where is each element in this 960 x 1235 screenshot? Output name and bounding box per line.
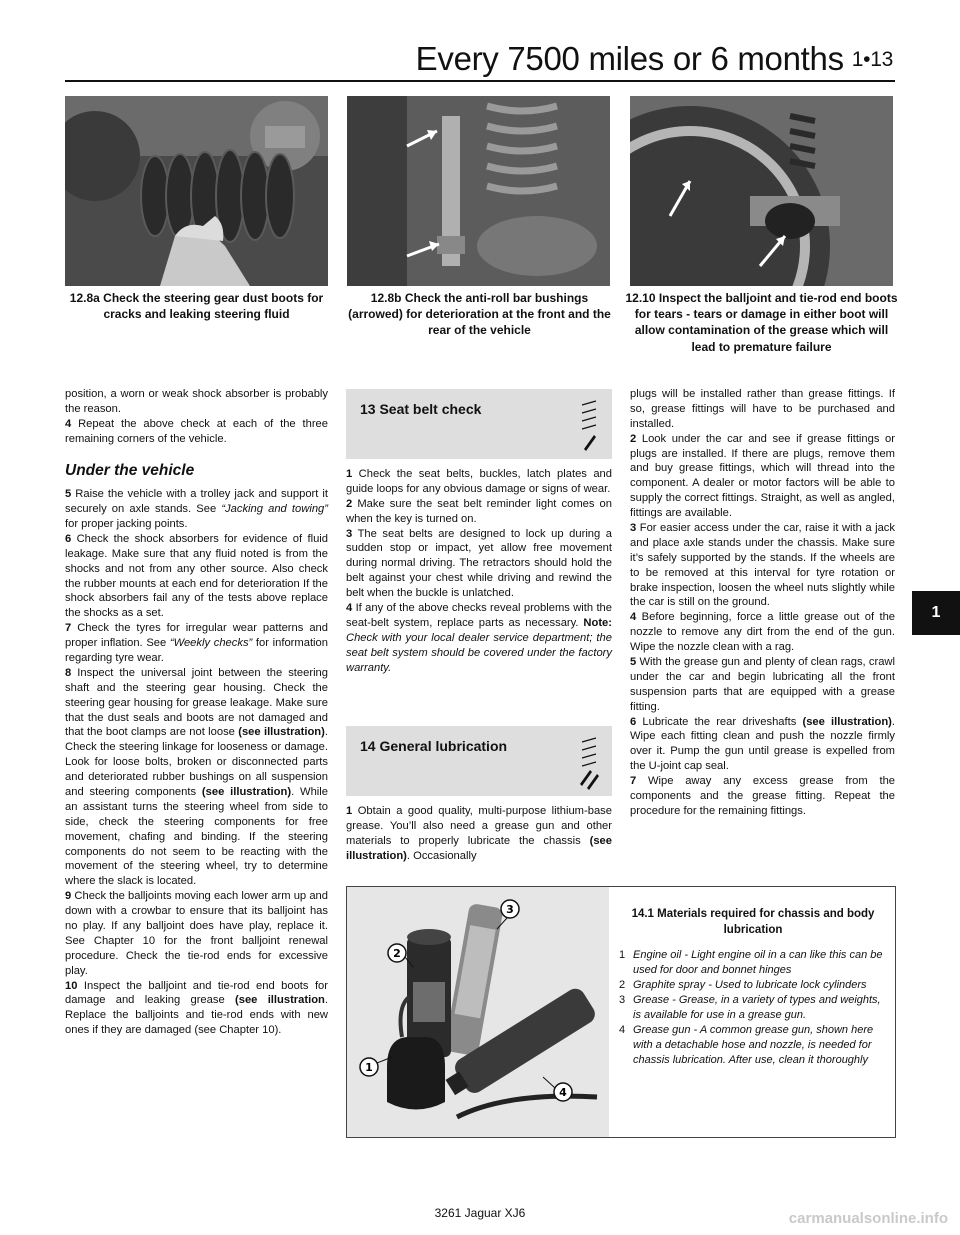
- chapter-tab: 1: [912, 591, 960, 635]
- watermark: carmanualsonline.info: [788, 1210, 948, 1227]
- section-14-body: [346, 804, 612, 864]
- difficulty-spanner-icon: [578, 734, 600, 790]
- column-3: [630, 387, 895, 819]
- page-header: [393, 40, 893, 78]
- photo-steering-gear-boot: [65, 96, 328, 286]
- figure-caption-12-8a: 12.8a Check the steering gear dust boots for cracks and leaking steering fluid: [69, 291, 324, 322]
- section-13-header: [346, 389, 612, 459]
- page-footer: 3261 Jaguar XJ6: [434, 1206, 526, 1220]
- difficulty-spanner-icon: [578, 397, 600, 453]
- subheading-under-the-vehicle: Under the vehicle: [65, 461, 195, 479]
- callout-1: 1: [365, 1061, 373, 1074]
- section-13-title: 13 Seat belt check: [360, 401, 482, 417]
- paragraph: 3 For easier access under the car, raise it with a jack and place axle stands under the chassis. Make sure it’s safely supported by the stands. If the wheels are to be removed at this interval for tyre rotation or brake inspection, loosen the wheel nuts slightly while the car is still on the ground.: [630, 522, 895, 609]
- list-item: 1 Engine oil - Light engine oil in a can like this can be used for door and bonnet hinges: [619, 949, 883, 977]
- paragraph: 2 Look under the car and see if grease fittings or plugs are installed. If there are plugs, remove them and buy grease fittings, which will thread into the component. A dealer or motor factors will be able to supply the correct fittings. Straight, as well as angled, fittings are available.: [630, 432, 895, 520]
- callout-3: 3: [506, 903, 514, 916]
- paragraph: 6 Check the shock absorbers for evidence of fluid leakage. Make sure that any fluid noted is from the shocks and not from any other source. Also check the rubber mounts at each end for deterioration If the shock absorbers fail any of the tests above replace the shocks as a set.: [65, 532, 329, 620]
- paragraph: 1 Check the seat belts, buckles, latch plates and guide loops for any obvious damage or signs of wear.: [346, 468, 612, 495]
- column-1: [65, 387, 328, 1038]
- list-item: 2 Graphite spray - Used to lubricate lock cylinders: [619, 979, 867, 992]
- lubrication-figure: [346, 886, 896, 1138]
- list-item: 3 Grease - Grease, in a variety of types and weights, is available for use in a grease gun.: [619, 994, 881, 1022]
- section-14-header: [346, 726, 612, 796]
- photo-anti-roll-bar: [347, 96, 610, 286]
- paragraph: 7 Wipe away any excess grease from the components and the grease fitting. Repeat the procedure for the remaining fittings.: [630, 775, 896, 817]
- header-title: Every 7500 miles or 6 months: [415, 40, 844, 77]
- paragraph: 10 Inspect the balljoint and tie-rod end boots for damage and leaking grease (see illustration. Replace the balljoints and tie-rod ends with new ones if they are damaged (see Chapter 10).: [65, 979, 329, 1037]
- section-13-body: [346, 467, 612, 675]
- lubrication-caption: [619, 907, 887, 1068]
- figure-caption-12-8b: 12.8b Check the anti-roll bar bushings (arrowed) for deterioration at the front and the rear of the vehicle: [348, 291, 611, 338]
- paragraph: plugs will be installed rather than grease fittings. If so, grease fittings will have to be purchased and installed.: [630, 388, 895, 430]
- paragraph: 7 Check the tyres for irregular wear patterns and proper inflation. See “Weekly checks” for information regarding tyre wear.: [65, 622, 328, 664]
- figure-caption-12-10: 12.10 Inspect the balljoint and tie-rod end boots for tears - tears or damage in either boot will allow contamination of the grease which will lead to premature failure: [625, 291, 898, 354]
- lubrication-caption-title: 14.1 Materials required for chassis and body lubrication: [631, 908, 875, 936]
- paragraph: position, a worn or weak shock absorber is probably the reason.: [65, 388, 328, 415]
- paragraph: 4 Repeat the above check at each of the three remaining corners of the vehicle.: [65, 417, 328, 445]
- lubrication-photo: [347, 887, 609, 1137]
- paragraph: 5 Raise the vehicle with a trolley jack and support it securely on axle stands. See “Jacking and towing” for proper jacking points.: [65, 488, 329, 530]
- paragraph: 2 Make sure the seat belt reminder light comes on when the key is turned on.: [346, 497, 612, 525]
- paragraph: 8 Inspect the universal joint between the steering shaft and the steering gear housing. Check the steering gear housing for grease leakage. Make sure that the dust seals and boots are not damaged and that the boot clamps are not loose (see illustration). Check the steering linkage for looseness or damage. Look for loose bolts, broken or disconnected parts and deteriorated rubber bushings on all suspension and steering components (see illustration). While an assistant turns the steering wheel from side to side, check the steering components for free movement, chafing and binding. If the steering components do not seem to be reacting with the movement of the steering wheel, try to determine where the slack is located.: [65, 666, 329, 888]
- header-rule: [65, 80, 895, 82]
- paragraph: 5 With the grease gun and plenty of clean rags, crawl under the car and begin lubricating all the front suspension parts that are equipped with a grease fitting.: [630, 656, 895, 713]
- photo-balljoint-boots: [630, 96, 893, 286]
- paragraph: 3 The seat belts are designed to lock up during a sudden stop or impact, yet allow free movement during normal driving. The retractors should hold the belt against your chest while driving and rewind the belt when the buckle is unlatched.: [346, 527, 613, 600]
- paragraph: 1 Obtain a good quality, multi-purpose lithium-base grease. You’ll also need a grease gun and other materials to properly lubricate the chassis (see illustration). Occasionally: [346, 805, 612, 862]
- callout-2: 2: [393, 947, 401, 960]
- list-item: 4 Grease gun - A common grease gun, shown here with a detachable hose and nozzle, is needed for chassis lubrication. After use, clean it thoroughly: [619, 1024, 874, 1066]
- paragraph: 6 Lubricate the rear driveshafts (see illustration). Wipe each fitting clean and push the nozzle firmly over it. Pump the gun until grease is expelled from the U-joint cap seal.: [630, 715, 896, 773]
- paragraph: 9 Check the balljoints moving each lower arm up and down with a crowbar to ensure that its balljoint has no play. If any balljoint does have play, replace it. See Chapter 10 for the front balljoint renewal procedure. Check the tie-rod ends for excessive play.: [65, 890, 328, 977]
- paragraph: 4 Before beginning, force a little grease out of the nozzle to remove any dirt from the end of the gun. Wipe the nozzle clean with a rag.: [630, 611, 896, 654]
- callout-4: 4: [559, 1086, 567, 1099]
- page-number: 1•13: [851, 48, 893, 71]
- paragraph: 4 If any of the above checks reveal problems with the seat-belt system, replace parts as necessary. Note: Check with your local dealer service department; the seat belt system should be covered under the factory warranty.: [346, 602, 613, 674]
- section-14-title: 14 General lubrication: [360, 738, 508, 754]
